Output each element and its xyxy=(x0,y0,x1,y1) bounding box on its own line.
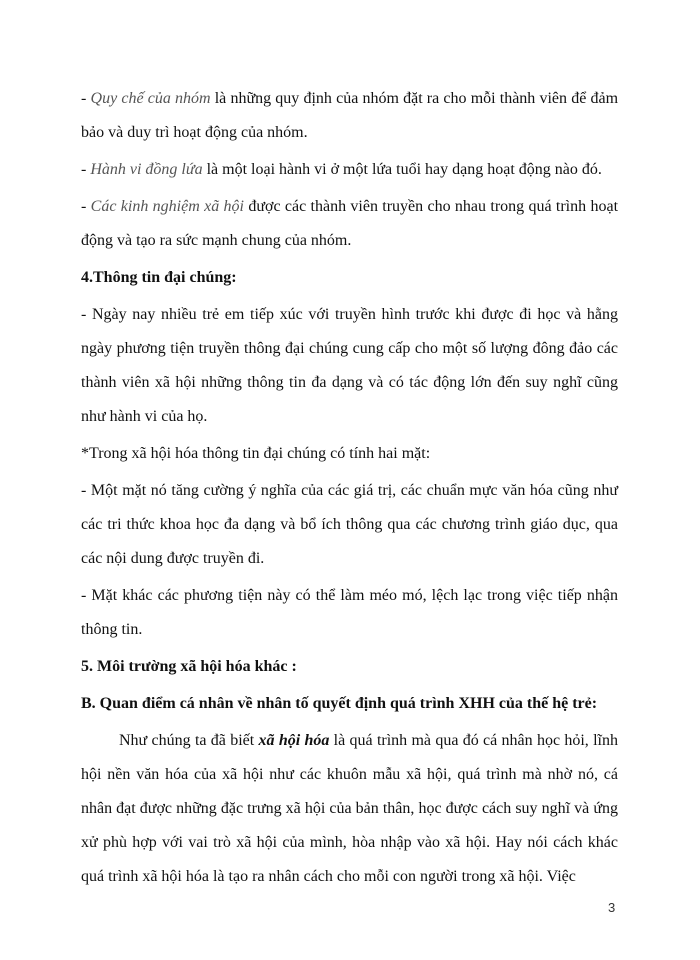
section-4-heading: 4.Thông tin đại chúng: xyxy=(81,269,237,286)
term-social-experience: Các kinh nghiệm xã hội xyxy=(90,198,244,215)
item-dash: - xyxy=(81,161,91,178)
item-text: là những quy định của nhóm đặt ra cho mỗi thành viên để đảm bảo và duy trì hoạt động của nhóm. xyxy=(81,90,619,141)
section-4-paragraph-2: *Trong xã hội hóa thông tin đại chúng có tính hai mặt: xyxy=(81,445,431,462)
item-dash: - xyxy=(81,198,91,215)
item-dash: - xyxy=(81,90,91,107)
section-b-paragraph xyxy=(81,724,618,894)
intro-before: Như chúng ta đã biết xyxy=(119,732,259,749)
section-5-heading: 5. Môi trường xã hội hóa khác : xyxy=(81,658,297,675)
term-group-rules: Quy chế của nhóm xyxy=(90,90,211,107)
intro-after: là quá trình mà qua đó cá nhân học hỏi, lĩnh hội nền văn hóa của xã hội như các khuôn mẫu xã hội, quá trình mà nhờ nó, cá nhân đạt được những đặc trưng xã hội của bản thân, học được cách suy nghĩ và ứng xử phù hợp với vai trò xã hội của mình, hòa nhập vào xã hội. Hay nói cách khác quá trình xã hội hóa là tạo ra nhân cách cho mỗi con người trong xã hội. Việc xyxy=(81,732,619,885)
item-text: được các thành viên truyền cho nhau trong quá trình hoạt động và tạo ra sức mạnh chung của nhóm. xyxy=(81,198,619,249)
list-item-social-experience xyxy=(81,190,618,258)
section-4-paragraph-1: - Ngày nay nhiều trẻ em tiếp xúc với truyền hình trước khi được đi học và hằng ngày phương tiện truyền thông đại chúng cung cấp cho một số lượng đông đảo các thành viên xã hội những thông tin đa dạng và có tác động lớn đến suy nghĩ cũng như hành vi của họ. xyxy=(81,306,618,425)
page-number: 3 xyxy=(608,900,616,915)
term-socialization: xã hội hóa xyxy=(258,732,330,749)
list-item-group-rules xyxy=(81,82,618,150)
item-text: là một loại hành vi ở một lứa tuổi hay dạng hoạt động nào đó. xyxy=(202,161,602,178)
section-b-heading: B. Quan điểm cá nhân về nhân tố quyết định quá trình XHH của thế hệ trẻ: xyxy=(81,695,598,712)
document-page xyxy=(81,82,618,897)
section-4-paragraph-4: - Mặt khác các phương tiện này có thể làm méo mó, lệch lạc trong việc tiếp nhận thông tin. xyxy=(81,587,618,638)
term-peer-behavior: Hành vi đồng lứa xyxy=(90,161,203,178)
list-item-peer-behavior xyxy=(81,153,618,187)
section-4-paragraph-3: - Một mặt nó tăng cường ý nghĩa của các giá trị, các chuẩn mực văn hóa cũng như các tri thức khoa học đa dạng và bổ ích thông qua các chương trình giáo dục, qua các nội dung được truyền đi. xyxy=(81,482,618,567)
